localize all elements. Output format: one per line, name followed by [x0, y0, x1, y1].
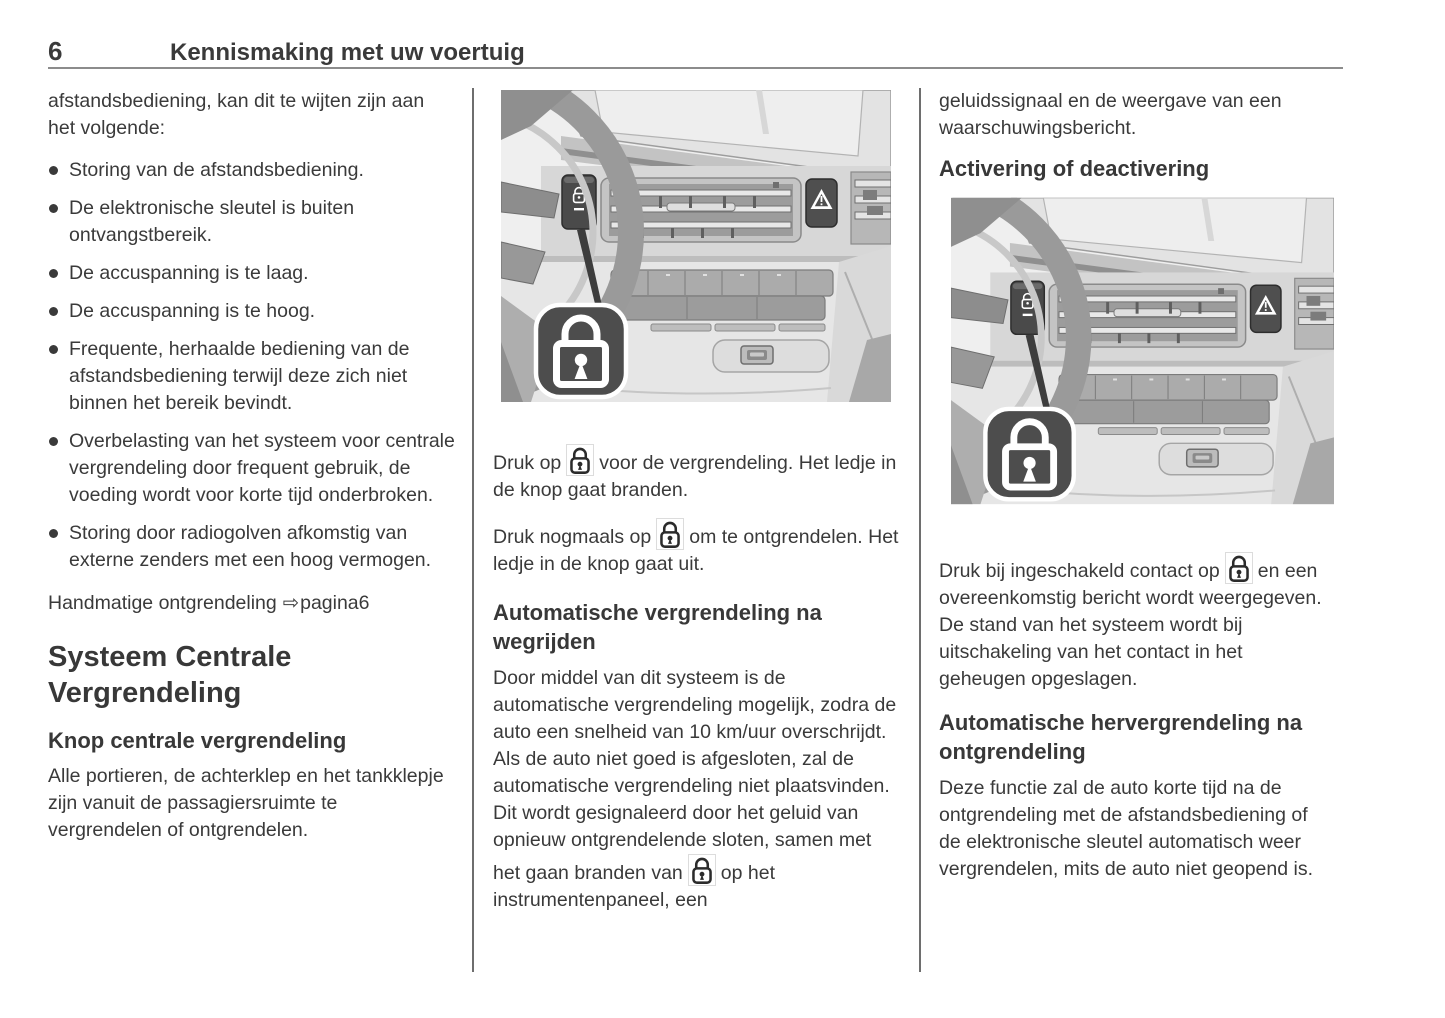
bullet-text: De accuspanning is te laag.: [69, 262, 309, 284]
padlock-icon: [688, 854, 716, 886]
text-segment: Als de auto niet goed is afgesloten, zal de automatische vergrendeling niet plaatsvinden. Dit wordt gesignaleerd door het geluid van opnieuw ontgrendelende sloten, samen met het gaan branden: [493, 748, 890, 884]
auto-lock-title: Automatische vergrendeling na wegrijden: [493, 600, 822, 654]
bullet-item: [48, 298, 456, 325]
page-number: 6: [48, 36, 63, 66]
text-segment: om te ontgrendelen. Het ledje in de knop gaat uit.: [493, 526, 899, 575]
padlock-icon: [656, 518, 684, 550]
text-segment: Druk bij ingeschakeld contact op: [939, 560, 1220, 582]
auto-lock-body-2: [493, 746, 901, 914]
relock-body: Deze functie zal de auto korte tijd na de ontgrendeling met de afstandsbediening of de elektronische sleutel automatisch weer vergrendelen, mits de auto niet geopend is.: [939, 777, 1313, 880]
bullet-list: [48, 157, 456, 574]
activation-body-2: De stand van het systeem wordt bij uitschakeling van het contact in het geheugen opgeslagen.: [939, 614, 1243, 690]
chapter-title: Kennismaking met uw voertuig: [170, 39, 525, 66]
activation-body-1: [939, 552, 1331, 612]
text-segment: op het instrumentenpaneel, een: [493, 862, 775, 911]
dashboard-drawing: [501, 90, 891, 402]
reference-page: pagina6: [300, 592, 370, 614]
bullet-item: [48, 195, 456, 249]
text-segment: en een overeenkomstig bericht wordt weergegeven.: [939, 560, 1322, 609]
bullet-item: [48, 336, 456, 417]
activation-title: Activering of deactivering: [939, 156, 1210, 181]
rightwards-open-arrow-icon: ⇨: [282, 592, 300, 614]
content-columns: [48, 88, 1345, 972]
intro-paragraph: afstandsbediening, kan dit te wijten zijn aan het volgende:: [48, 90, 425, 139]
dashboard-drawing: [951, 196, 1334, 506]
bullet-item: [48, 428, 456, 509]
bullet-text: Storing door radiogolven afkomstig van externe zenders met een hoog vermogen.: [69, 522, 432, 571]
padlock-icon: [1225, 552, 1253, 584]
section-title: Systeem Centrale Vergrendeling: [48, 641, 292, 709]
bullet-text: De accuspanning is te hoog.: [69, 300, 316, 322]
column-2: [474, 88, 919, 914]
page-header: [48, 36, 1343, 67]
text-segment: voor de vergrendeling. Het ledje in de knop gaat branden.: [493, 452, 897, 501]
text-segment: van: [651, 862, 683, 884]
bullet-item: [48, 520, 456, 574]
manual-release-reference: [48, 590, 456, 617]
continuation-paragraph: geluidssignaal en de weergave van een waarschuwingsbericht.: [939, 90, 1282, 139]
dashboard-illustration-lock-button: [501, 90, 891, 402]
dashboard-illustration-activation: [951, 196, 1334, 506]
bullet-text: Frequente, herhaalde bediening van de afstandsbediening terwijl deze zich niet binnen het bereik bevindt.: [69, 338, 410, 414]
auto-lock-body-1: Door middel van dit systeem is de automatische vergrendeling mogelijk, zodra de auto een snelheid van 10 km/uur overschrijdt.: [493, 667, 897, 743]
relock-title: Automatische hervergrendeling na ontgrendeling: [939, 710, 1303, 764]
bullet-text: Overbelasting van het systeem voor centrale vergrendeling door frequent gebruik, de voeding wordt voor korte tijd onderbroken.: [69, 430, 455, 506]
text-segment: Druk op: [493, 452, 562, 474]
bullet-text: De elektronische sleutel is buiten ontvangstbereik.: [69, 197, 355, 246]
column-3: [921, 88, 1331, 883]
header-rule: [48, 67, 1343, 69]
bullet-text: Storing van de afstandsbediening.: [69, 159, 364, 181]
bullet-item: [48, 157, 456, 184]
body-paragraph: Alle portieren, de achterklep en het tankklepje zijn vanuit de passagiersruimte te vergrendelen of ontgrendelen.: [48, 765, 444, 841]
press-again-paragraph: [493, 518, 901, 578]
bullet-item: [48, 260, 456, 287]
padlock-icon: [566, 444, 594, 476]
press-lock-paragraph: [493, 444, 901, 504]
column-1: [48, 88, 472, 844]
text-segment: Druk nogmaals op: [493, 526, 652, 548]
subsection-title: Knop centrale vergrendeling: [48, 728, 347, 753]
reference-text: Handmatige ontgrendeling: [48, 592, 277, 614]
